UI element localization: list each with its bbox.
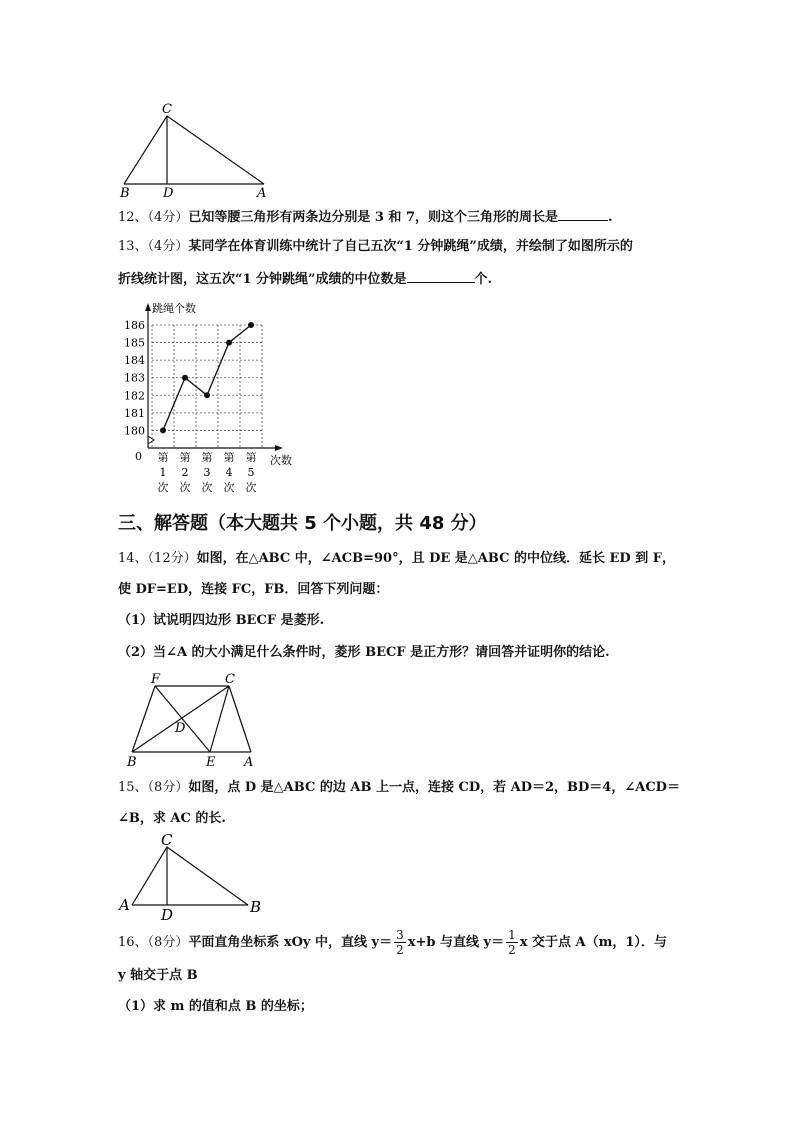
q12-end: . bbox=[608, 210, 613, 225]
q14-rhombus-figure bbox=[118, 672, 268, 770]
y-tick-label: 186 bbox=[124, 319, 145, 332]
y-axis-label: 跳绳个数 bbox=[152, 302, 196, 315]
q15-triangle-figure bbox=[112, 830, 272, 922]
q16-line2: y 轴交于点 B bbox=[118, 968, 198, 983]
x-tick-label: 第 bbox=[157, 451, 169, 464]
x-tick-label: 5 bbox=[247, 466, 255, 479]
question-13-line1 bbox=[118, 237, 633, 257]
q16-number: 16、（8分） bbox=[118, 935, 189, 950]
y-tick-label: 185 bbox=[124, 336, 145, 350]
q14-part2: （2）当∠A 的大小满足什么条件时，菱形 BECF 是正方形？请回答并证明你的结论. bbox=[118, 645, 610, 660]
data-point bbox=[226, 340, 232, 346]
label-C: C bbox=[161, 831, 173, 849]
x-tick-label: 次 bbox=[157, 481, 169, 494]
x-tick-label: 第 bbox=[223, 451, 235, 464]
x-tick-label: 次 bbox=[245, 481, 257, 494]
question-14-line1 bbox=[118, 549, 675, 569]
q14-line1: 如图，在△ABC 中，∠ACB=90°，且 DE 是△ABC 的中位线．延长 ED 到 F， bbox=[196, 551, 675, 566]
q15-line2: ∠B，求 AC 的长. bbox=[118, 811, 226, 826]
q16-mid: x+b 与直线 y＝ bbox=[407, 935, 505, 950]
x-tick-label: 次 bbox=[201, 481, 213, 494]
x-tick-label: 4 bbox=[225, 466, 233, 479]
q16-frac1-num: 3 bbox=[396, 928, 404, 942]
label-A: A bbox=[257, 186, 267, 200]
q13-number: 13、（4分） bbox=[118, 239, 189, 254]
label-D: D bbox=[163, 186, 174, 200]
axis-break-mark bbox=[148, 436, 154, 444]
label-C: C bbox=[162, 102, 172, 117]
x-tick-label: 1 bbox=[159, 466, 167, 479]
x-tick-label: 3 bbox=[203, 466, 211, 479]
data-point bbox=[248, 322, 254, 328]
q15-line1: 如图，点 D 是△ABC 的边 AB 上一点，连接 CD，若 AD＝2，BD＝4，∠ACD＝ bbox=[188, 780, 680, 795]
q16-post: x 交于点 A（m，1）．与 bbox=[519, 935, 667, 950]
q16-frac2-den: 2 bbox=[508, 943, 516, 957]
q12-answer-blank[interactable] bbox=[558, 206, 608, 221]
q12-text: 已知等腰三角形有两条边分别是 3 和 7，则这个三角形的周长是 bbox=[188, 210, 558, 225]
q12-number: 12、（4分） bbox=[118, 210, 189, 225]
q16-frac1-den: 2 bbox=[396, 943, 404, 957]
y-tick-label: 181 bbox=[124, 406, 145, 420]
q13-line1: 某同学在体育训练中统计了自己五次“1 分钟跳绳”成绩，并绘制了如图所示的 bbox=[188, 239, 633, 254]
question-12 bbox=[118, 206, 613, 228]
y-tick-label: 184 bbox=[124, 354, 145, 368]
label-F: F bbox=[151, 672, 161, 687]
q15-number: 15、（8分） bbox=[118, 780, 189, 795]
y-axis-arrow bbox=[145, 303, 151, 311]
x-tick-label: 次 bbox=[223, 481, 235, 494]
question-16-line1 bbox=[118, 927, 667, 959]
y-tick-label: 180 bbox=[124, 424, 145, 438]
question-14-part2 bbox=[118, 643, 610, 663]
x-tick-label: 次 bbox=[179, 481, 191, 494]
x-axis-arrow bbox=[275, 445, 283, 451]
data-point bbox=[160, 427, 166, 433]
question-14-part1 bbox=[118, 611, 324, 631]
section-3-title: 三、解答题（本大题共 5 个小题，共 48 分） bbox=[118, 513, 487, 534]
label-A: A bbox=[244, 755, 254, 770]
label-D: D bbox=[161, 906, 174, 922]
q14-number: 14、（12分） bbox=[118, 551, 197, 566]
question-16-line2 bbox=[118, 966, 198, 986]
q11-triangle-figure bbox=[112, 100, 282, 200]
label-E: E bbox=[206, 755, 216, 770]
fraction-1-2 bbox=[506, 928, 518, 957]
x-tick-label: 第 bbox=[245, 451, 257, 464]
label-B: B bbox=[250, 898, 262, 916]
q16-pre: 平面直角坐标系 xOy 中，直线 y＝ bbox=[188, 935, 393, 950]
question-16-part1 bbox=[118, 997, 313, 1017]
q13-line2: 折线统计图，这五次“1 分钟跳绳”成绩的中位数是 bbox=[118, 272, 407, 287]
question-14-line2 bbox=[118, 580, 388, 600]
q14-line2: 使 DF=ED，连接 FC，FB．回答下列问题： bbox=[118, 582, 389, 597]
label-B: B bbox=[127, 755, 137, 770]
jump-rope-line-chart bbox=[118, 298, 308, 498]
label-D: D bbox=[175, 721, 186, 736]
origin-label: 0 bbox=[135, 450, 142, 463]
question-13-line2 bbox=[118, 268, 492, 290]
label-A: A bbox=[119, 896, 130, 914]
label-C: C bbox=[225, 672, 235, 687]
data-point bbox=[182, 375, 188, 381]
x-tick-label: 2 bbox=[181, 466, 189, 479]
label-B: B bbox=[120, 186, 130, 200]
y-tick-label: 183 bbox=[124, 371, 145, 385]
q14-part1: （1）试说明四边形 BECF 是菱形. bbox=[118, 613, 325, 628]
question-15-line2 bbox=[118, 809, 226, 829]
q13-answer-blank[interactable] bbox=[407, 268, 475, 283]
fraction-3-2 bbox=[394, 928, 406, 957]
q13-line2-end: 个. bbox=[474, 272, 493, 287]
y-tick-label: 182 bbox=[124, 389, 145, 403]
q16-part1: （1）求 m 的值和点 B 的坐标； bbox=[118, 999, 313, 1014]
q16-frac2-num: 1 bbox=[508, 928, 516, 942]
x-tick-label: 第 bbox=[201, 451, 213, 464]
x-tick-label: 第 bbox=[179, 451, 191, 464]
data-point bbox=[204, 392, 210, 398]
x-axis-label: 次数 bbox=[270, 454, 292, 467]
question-15-line1 bbox=[118, 778, 680, 798]
